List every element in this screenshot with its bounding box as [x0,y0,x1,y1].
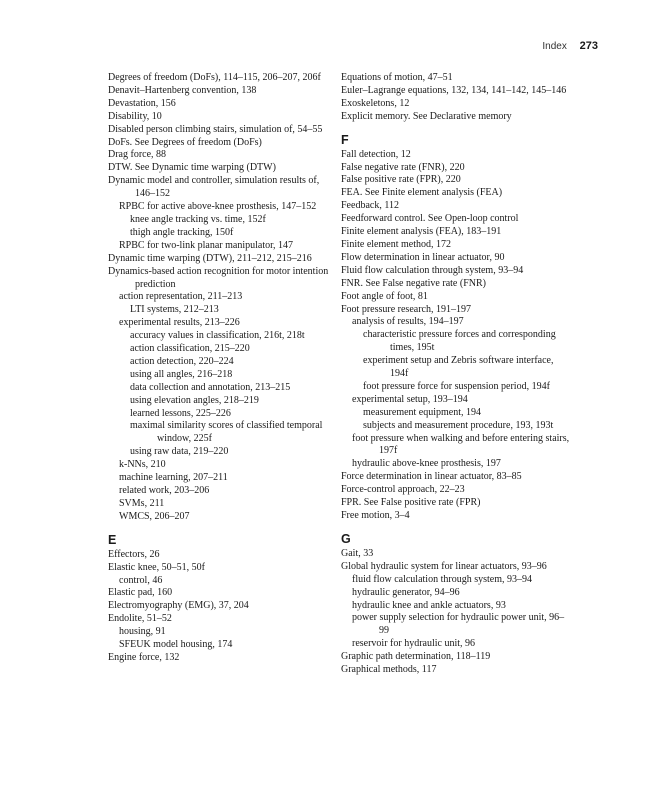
index-subentry: subjects and measurement procedure, 193, 193t [363,419,554,431]
index-entry: Flow determination in linear actuator, 90 [341,251,505,263]
index-subentry: SFEUK model housing, 174 [119,639,233,651]
index-entry: DTW. See Dynamic time warping (DTW) [108,162,276,174]
index-subentry: experiment setup and Zebris software interface, 194f [363,355,554,380]
index-entry: Fluid flow calculation through system, 93–94 [341,264,524,276]
index-subentry: learned lessons, 225–226 [130,407,231,419]
index-entry: Dynamic time warping (DTW), 211–212, 215–216 [108,252,312,264]
index-entry: FEA. See Finite element analysis (FEA) [341,187,503,199]
index-entry: Endolite, 51–52 [108,613,172,625]
index-entry: Foot angle of foot, 81 [341,290,428,302]
index-entry: Global hydraulic system for linear actuators, 93–96 [341,560,547,572]
index-column-right [341,72,571,677]
index-subentry: hydraulic generator, 94–96 [352,586,460,598]
running-header [542,40,598,52]
index-subentry: experimental results, 213–226 [119,317,240,329]
index-entry: Exoskeletons, 12 [341,97,410,109]
index-entry: False positive rate (FPR), 220 [341,174,461,186]
index-entry: Gait, 33 [341,547,374,559]
index-entry: Disability, 10 [108,110,162,122]
index-entry: Equations of motion, 47–51 [341,72,453,83]
index-subentry: measurement equipment, 194 [363,406,482,418]
index-entry: Dynamics-based action recognition for motor intention prediction [108,265,329,290]
index-subentry: housing, 91 [119,626,166,638]
index-entry: Fall detection, 12 [341,148,411,160]
index-entry: Degrees of freedom (DoFs), 114–115, 206–207, 206f [108,72,321,83]
index-subentry: knee angle tracking vs. time, 152f [130,213,266,225]
index-entry: Devastation, 156 [108,97,176,109]
page-number: 273 [579,40,598,52]
section-letter: G [341,531,351,546]
index-entry: Denavit–Hartenberg convention, 138 [108,84,257,96]
index-entry: DoFs. See Degrees of freedom (DoFs) [108,136,262,148]
index-subentry: SVMs, 211 [119,497,165,509]
index-subentry: RPBC for two-link planar manipulator, 147 [119,239,294,251]
index-entry: Graphical methods, 117 [341,664,437,676]
index-entry: Drag force, 88 [108,149,167,161]
index-entry: Force-control approach, 22–23 [341,484,465,496]
index-subentry: RPBC for active above-knee prosthesis, 147–152 [119,201,317,213]
index-subentry: using all angles, 216–218 [130,368,233,380]
index-entry: Feedback, 112 [341,200,399,212]
index-subentry: reservoir for hydraulic unit, 96 [352,638,476,650]
index-entry: False negative rate (FNR), 220 [341,161,465,173]
index-entry: Foot pressure research, 191–197 [341,303,471,315]
index-column-left [108,72,334,665]
index-entry: FNR. See False negative rate (FNR) [341,277,486,289]
index-subentry: thigh angle tracking, 150f [130,226,234,238]
index-subentry: WMCS, 206–207 [119,510,190,522]
index-entry: Elastic pad, 160 [108,587,173,599]
index-entry: Graphic path determination, 118–119 [341,651,491,663]
index-subentry: power supply selection for hydraulic power unit, 96–99 [352,612,565,637]
index-subentry: LTI systems, 212–213 [130,304,219,316]
index-entry: Finite element analysis (FEA), 183–191 [341,226,502,238]
index-subentry: fluid flow calculation through system, 93–94 [352,573,532,585]
index-subentry: action representation, 211–213 [119,291,243,303]
index-entry: Free motion, 3–4 [341,510,410,521]
index-entry: Euler–Lagrange equations, 132, 134, 141–142, 145–146 [341,84,567,96]
index-subentry: accuracy values in classification, 216t, 218t [130,330,305,342]
index-entry: Feedforward control. See Open-loop control [341,213,519,225]
index-subentry: foot pressure when walking and before entering stairs, 197f [352,432,570,457]
index-subentry: characteristic pressure forces and corresponding times, 195t [363,329,556,354]
index-subentry: hydraulic above-knee prosthesis, 197 [352,458,501,470]
index-subentry: experimental setup, 193–194 [352,393,468,405]
index-subentry: related work, 203–206 [119,485,210,496]
index-subentry: foot pressure force for suspension period, 194f [363,380,550,392]
section-letter: F [341,132,349,147]
index-entry: Force determination in linear actuator, 83–85 [341,471,522,483]
index-subentry: k-NNs, 210 [119,459,166,471]
index-subentry: data collection and annotation, 213–215 [130,381,291,393]
index-entry: Effectors, 26 [108,548,160,560]
header-label: Index [542,41,567,52]
index-subentry: analysis of results, 194–197 [352,316,464,328]
index-entry: Elastic knee, 50–51, 50f [108,561,205,573]
index-entry: Dynamic model and controller, simulation results of, 146–152 [108,175,320,200]
section-letter: E [108,532,117,547]
index-entry: Finite element method, 172 [341,238,451,250]
index-entry: Disabled person climbing stairs, simulation of, 54–55 [108,123,323,135]
index-subentry: control, 46 [119,574,163,586]
index-subentry: machine learning, 207–211 [119,472,228,484]
index-entry: Engine force, 132 [108,651,180,663]
index-subentry: using raw data, 219–220 [130,446,229,458]
index-entry: FPR. See False positive rate (FPR) [341,497,481,509]
index-subentry: maximal similarity scores of classified temporal window, 225f [130,420,323,445]
index-subentry: using elevation angles, 218–219 [130,394,259,406]
index-entry: Explicit memory. See Declarative memory [341,110,512,122]
index-entry: Electromyography (EMG), 37, 204 [108,600,249,612]
index-subentry: action detection, 220–224 [130,355,234,367]
index-subentry: hydraulic knee and ankle actuators, 93 [352,599,506,611]
index-subentry: action classification, 215–220 [130,343,250,355]
